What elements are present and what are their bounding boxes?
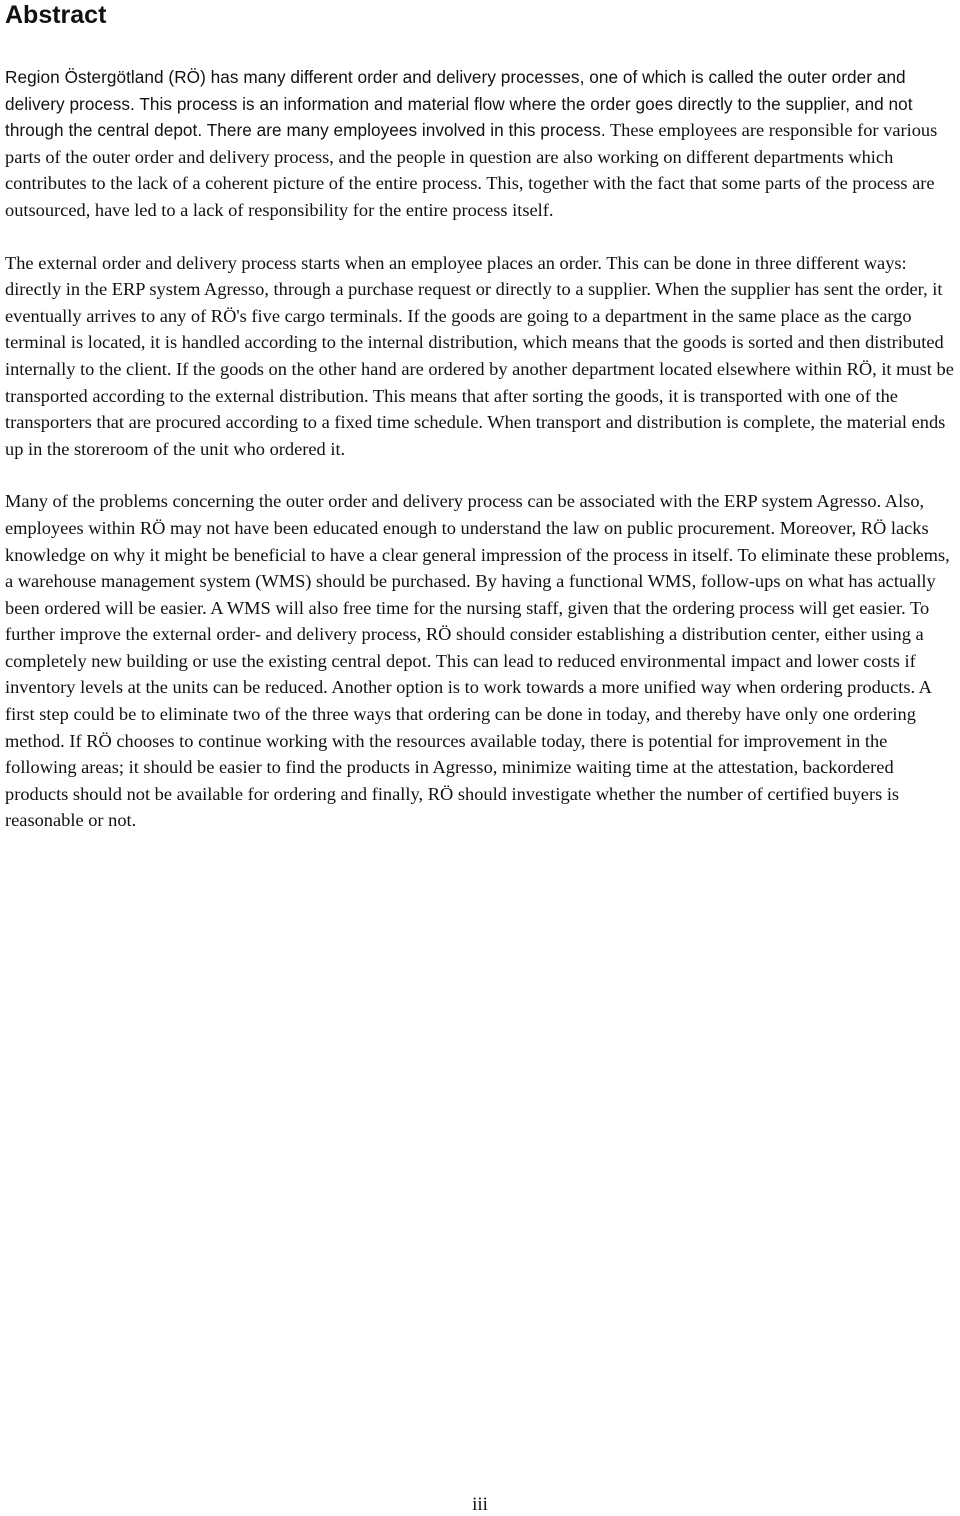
abstract-paragraph-3: Many of the problems concerning the outer order and delivery process can be associated with the ERP system Agresso. Also, employees within RÖ may not have been educated enough to understand the law on public procurement. Moreover, RÖ lacks knowledge on why it might be beneficial to have a clear general impression of the process in itself. To eliminate these problems, a warehouse management system (WMS) should be purchased. By having a functional WMS, follow-ups on what has actually been ordered will be easier. A WMS will also free time for the nursing staff, given that the ordering process will get easier. To further improve the external order- and delivery process, RÖ should consider establishing a distribution center, either using a completely new building or use the existing central depot. This can lead to reduced environmental impact and lower costs if inventory levels at the units can be reduced. Another option is to work towards a more unified way when ordering products. A first step could be to eliminate two of the three ways that ordering can be done in today, and thereby have only one ordering method. If RÖ chooses to continue working with the resources available today, there is potential for improvement in the following areas; it should be easier to find the products in Agresso, minimize waiting time at the attestation, backordered products should not be available for ordering and finally, RÖ should investigate whether the number of certified buyers is reasonable or not. xyxy=(5,491,950,831)
abstract-paragraph-1 xyxy=(5,64,954,224)
page-number: iii xyxy=(472,1494,488,1515)
section-heading: Abstract xyxy=(5,1,107,29)
abstract-paragraph-2: The external order and delivery process starts when an employee places an order. This can be done in three different ways: directly in the ERP system Agresso, through a purchase request or directly to a supplier. When the supplier has sent the order, it eventually arrives to any of RÖ's five cargo terminals. If the goods are going to a department in the same place as the cargo terminal is located, it is handled according to the internal distribution, which means that the goods is sorted and then distributed internally to the client. If the goods on the other hand are ordered by another department located elsewhere within RÖ, it must be transported according to the external distribution. This means that after sorting the goods, it is transported with one of the transporters that are procured according to a fixed time schedule. When transport and distribution is complete, the material ends up in the storeroom of the unit who ordered it. xyxy=(5,252,954,459)
abstract-paragraph-1-body: These employees are responsible for various parts of the outer order and delivery process, and the people in question are also working on different departments which contributes to the lack of a coherent picture of the entire process. This, together with the fact that some parts of the process are outsourced, have led to a lack of responsibility for the entire process itself. xyxy=(5,120,938,220)
abstract-paragraph-1-intro: Region Östergötland (RÖ) has many different order and delivery processes, one of which is called the outer order and delivery process. This process is an information and material flow where the order goes directly to the supplier, and not through the central depot. There are many employees involved in this process. xyxy=(5,67,913,141)
